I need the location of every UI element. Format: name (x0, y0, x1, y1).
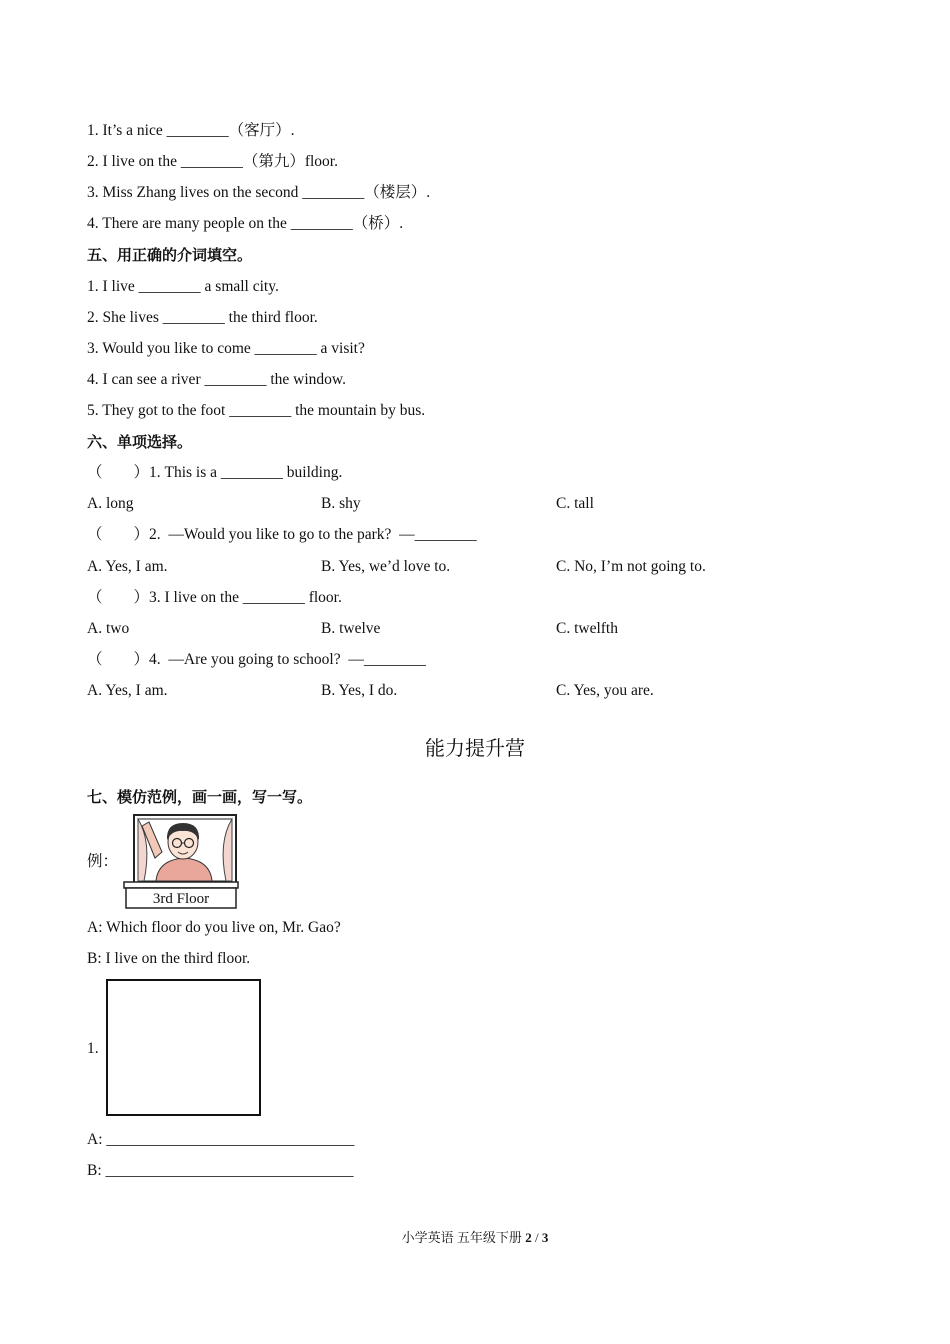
floor-sign: 3rd Floor (152, 891, 210, 907)
mc-option-b: B. Yes, I do. (321, 682, 398, 699)
prep-item-3: 3. Would you like to come ________ a visit? (87, 340, 365, 357)
example-line-b: B: I live on the third floor. (87, 950, 251, 967)
mc-question-3: （ ）3. I live on the ________ floor. (87, 589, 342, 606)
mc-option-c: C. No, I’m not going to. (556, 558, 706, 575)
prep-item-2: 2. She lives ________ the third floor. (87, 309, 318, 326)
mc-option-b: B. Yes, we’d love to. (321, 558, 451, 575)
mc-option-a: A. Yes, I am. (87, 682, 168, 699)
section7-heading: 七、模仿范例，画一画，写一写。 (87, 788, 313, 806)
drawing-box[interactable] (106, 979, 261, 1116)
prep-item-5: 5. They got to the foot ________ the mountain by bus. (87, 402, 426, 419)
item-label: 1. (87, 1040, 99, 1057)
mc-option-a: A. two (87, 620, 130, 637)
page-footer (0, 1227, 950, 1246)
mc-option-a: A. long (87, 495, 134, 512)
mc-option-a: A. Yes, I am. (87, 558, 168, 575)
mc-option-b: B. shy (321, 495, 361, 512)
example-line-a: A: Which floor do you live on, Mr. Gao? (87, 919, 341, 936)
mc-option-c: C. twelfth (556, 620, 618, 637)
fill-item-3: 3. Miss Zhang lives on the second ________（楼层）. (87, 184, 431, 201)
section5-heading: 五、用正确的介词填空。 (87, 246, 253, 264)
fill-item-2: 2. I live on the ________（第九）floor. (87, 153, 338, 170)
answer-line-a[interactable]: A: ________________________________ (87, 1131, 355, 1148)
fill-item-1: 1. It’s a nice ________（客厅）. (87, 122, 295, 139)
mc-option-c: C. Yes, you are. (556, 682, 654, 699)
fill-item-4: 4. There are many people on the ________（桥）. (87, 215, 404, 232)
prep-item-1: 1. I live ________ a small city. (87, 278, 279, 295)
section6-heading: 六、单项选择。 (87, 433, 193, 451)
answer-line-b[interactable]: B: ________________________________ (87, 1162, 354, 1179)
prep-item-4: 4. I can see a river ________ the window. (87, 371, 346, 388)
page-total: 3 (541, 1230, 549, 1245)
page-number: 2 (525, 1230, 532, 1245)
example-illustration (122, 812, 240, 909)
page-separator: / (531, 1230, 542, 1245)
section-title: 能力提升营 (425, 736, 525, 760)
mc-option-b: B. twelve (321, 620, 381, 637)
example-label: 例： (87, 853, 119, 870)
mc-question-2: （ ）2. —Would you like to go to the park? —________ (87, 526, 477, 543)
mc-option-c: C. tall (556, 495, 594, 512)
mc-question-4: （ ）4. —Are you going to school? —________ (87, 651, 426, 668)
mc-question-1: （ ）1. This is a ________ building. (87, 464, 343, 481)
footer-text: 小学英语 五年级下册 (401, 1230, 526, 1245)
